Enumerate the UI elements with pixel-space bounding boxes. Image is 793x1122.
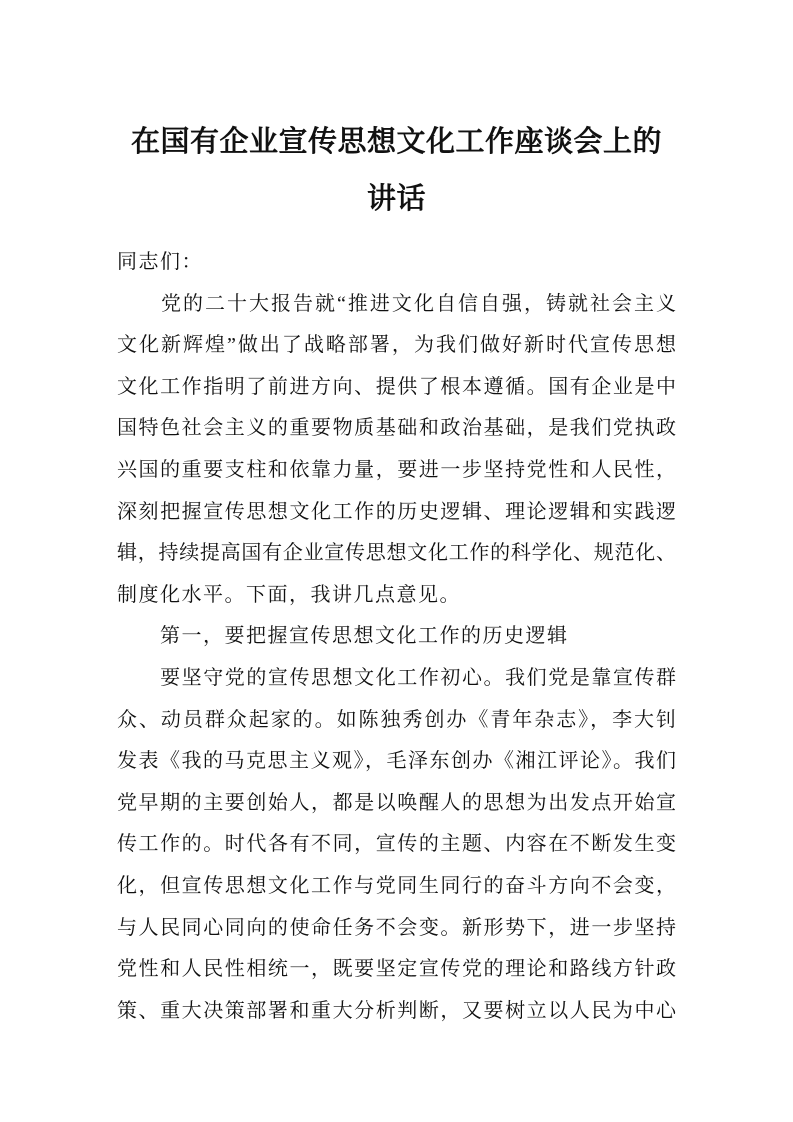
text-line: 传工作的。时代各有不同，宣传的主题、内容在不断发生变 xyxy=(117,833,676,856)
text-line: 众、动员群众起家的。如陈独秀创办《青年杂志》，李大钊 xyxy=(117,708,676,731)
text-line: 发表《我的马克思主义观》，毛泽东创办《湘江评论》。我们 xyxy=(117,750,676,773)
title-line: 讲话 xyxy=(366,183,426,215)
document-body xyxy=(117,242,676,1032)
title-line: 在国有企业宣传思想文化工作座谈会上的 xyxy=(130,126,662,158)
text-line: 兴国的重要支柱和依靠力量，要进一步坚持党性和人民性， xyxy=(117,458,676,481)
document-title xyxy=(117,114,676,228)
text-line: 与人民同心同向的使命任务不会变。新形势下，进一步坚持 xyxy=(117,916,676,939)
text-line: 制度化水平。下面，我讲几点意见。 xyxy=(117,583,461,606)
text-line: 第一，要把握宣传思想文化工作的历史逻辑 xyxy=(117,625,569,648)
text-line: 文化工作指明了前进方向、提供了根本遵循。国有企业是中 xyxy=(117,375,676,398)
text-line: 化，但宣传思想文化工作与党同生同行的奋斗方向不会变， xyxy=(117,874,676,897)
text-line: 辑，持续提高国有企业宣传思想文化工作的科学化、规范化、 xyxy=(117,542,676,565)
text-line: 深刻把握宣传思想文化工作的历史逻辑、理论逻辑和实践逻 xyxy=(117,500,676,523)
text-line: 党早期的主要创始人，都是以唤醒人的思想为出发点开始宣 xyxy=(117,791,676,814)
text-line: 国特色社会主义的重要物质基础和政治基础，是我们党执政 xyxy=(117,417,676,440)
text-line: 同志们： xyxy=(117,251,203,273)
text-line: 要坚守党的宣传思想文化工作初心。我们党是靠宣传群 xyxy=(117,666,676,689)
text-line: 策、重大决策部署和重大分析判断，又要树立以人民为中心 xyxy=(117,999,676,1022)
text-line: 文化新辉煌”做出了战略部署，为我们做好新时代宣传思想 xyxy=(117,334,676,357)
text-line: 党性和人民性相统一，既要坚定宣传党的理论和路线方针政 xyxy=(117,958,676,981)
text-line: 党的二十大报告就“推进文化自信自强，铸就社会主义 xyxy=(117,292,676,315)
